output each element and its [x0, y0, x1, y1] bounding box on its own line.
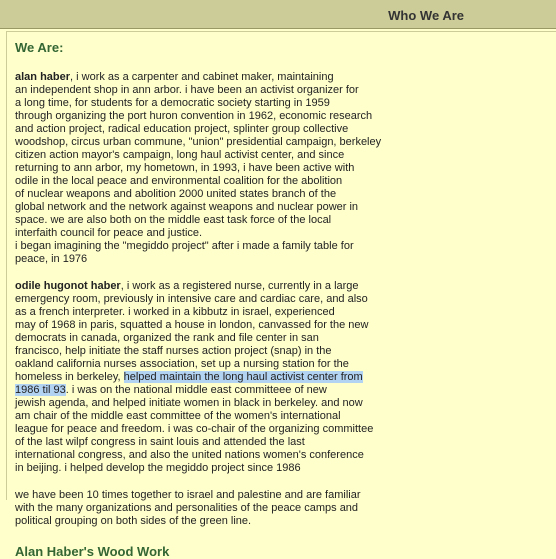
selected-text-highlight[interactable]: helped maintain the long haul activist center from 1986 til 93 — [15, 371, 363, 396]
we-are-heading: We Are: — [15, 40, 64, 55]
odile-haber-paragraph — [15, 280, 556, 475]
alan-haber-name: alan haber — [15, 71, 71, 83]
header-bar — [0, 0, 556, 29]
odile-haber-bio-part1: , i work as a registered nurse, currently in a large emergency room, previously in intensive care and cardiac care, and also as a french interpreter. i worked in a kibbutz in israel, experienced may of 1968 in paris, squatted a house in london, canvassed for the new democrats in canada, organized the rank and file center in san francisco, help initiate the staff nurses action project (snap) in the oakland california nurses association, set up a nursing station for the homeless in berkeley, — [15, 280, 369, 383]
odile-haber-bio-part2: . i was on the national middle east committeee of new jewish agenda, and helped initiate women in black in berkeley. and now am chair of the middle east committee of the women's international league for peace and freedom. i was co-chair of the organizing committee of the last wilpf congress in saint louis and attended the last international congress, and also the united nations women's conference in beijing. i helped develop the megiddo project since 1986 — [15, 384, 374, 474]
alan-haber-paragraph — [15, 71, 556, 266]
alan-haber-bio: , i work as a carpenter and cabinet maker, maintaining an independent shop in ann arbor. i have been an activist organizer for a long time, for students for a democratic society starting in 1959 through organizing the port huron convention in 1962, economic research and action project, radical education project, splinter group collective woodshop, circus urban commune, "union" presidential campaign, berkeley citizen action mayor's campaign, long haul activist center, and since returning to ann arbor, my hometown, in 1993, i have been active with odile in the local peace and environmental coalition for the abolition of nuclear weapons and abolition 2000 united states branch of the global network and the network against weapons and nuclear power in space. we are also both on the middle east task force of the local interfaith council for peace and justice. i began imagining the "megiddo project" after i made a family table for peace, in 1976 — [15, 71, 382, 265]
together-paragraph: we have been 10 times together to israel and palestine and are familiar with the many organizations and personalities of the peace camps and political grouping on both sides of the green line. — [15, 489, 361, 527]
main-content — [6, 31, 556, 559]
page-title: Who We Are — [388, 8, 464, 23]
wood-work-heading: Alan Haber's Wood Work — [15, 544, 170, 559]
odile-haber-name: odile hugonot haber — [15, 280, 121, 292]
